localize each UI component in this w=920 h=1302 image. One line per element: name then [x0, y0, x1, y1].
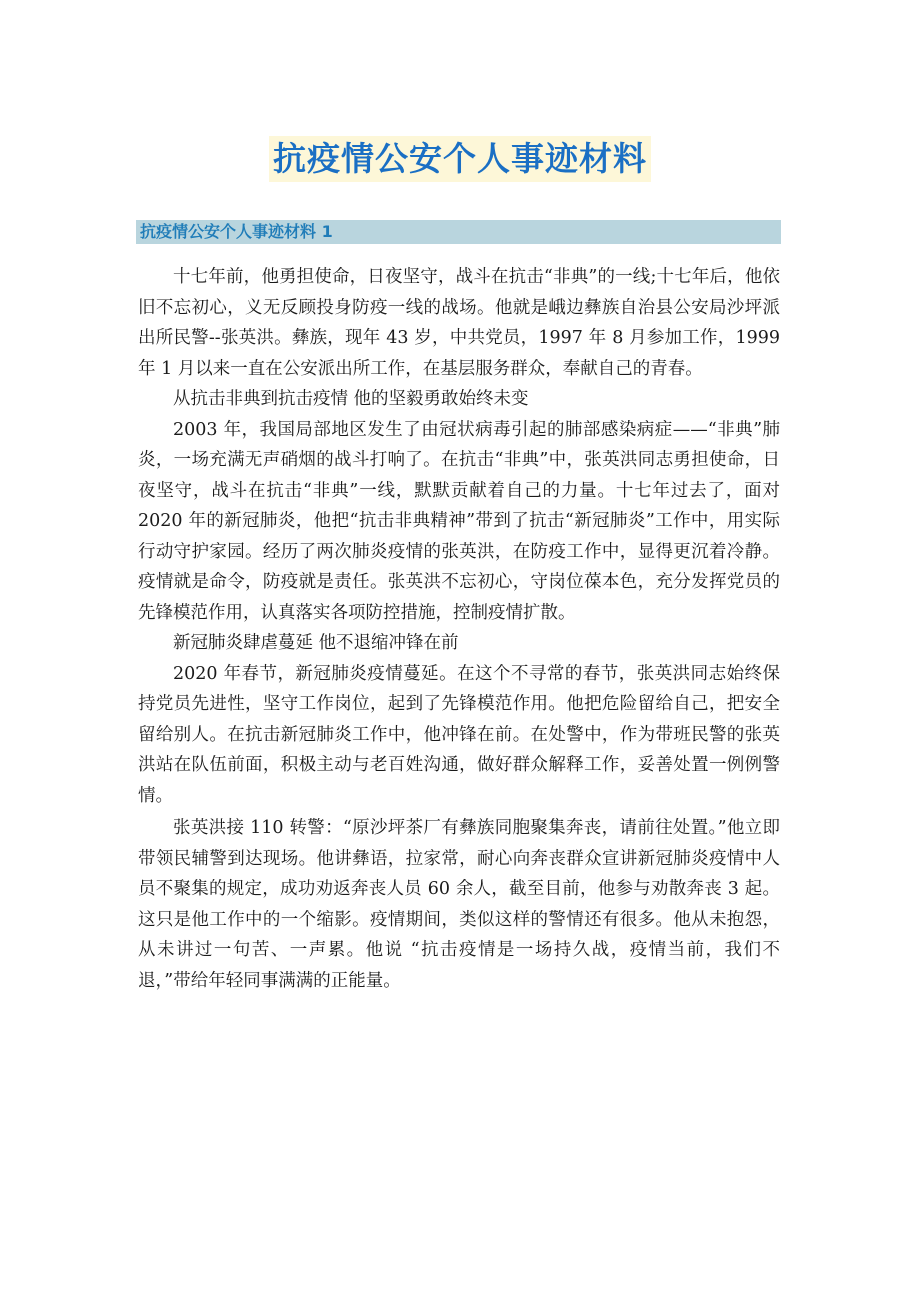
section-heading: 抗疫情公安个人事迹材料 1 [140, 222, 333, 241]
section-heading-bar [136, 220, 781, 244]
document-body [138, 262, 780, 996]
document-title: 抗疫情公安个人事迹材料 [269, 136, 651, 182]
subheading-1: 从抗击非典到抗击疫情 他的坚毅勇敢始终未变 [173, 389, 529, 409]
paragraph-intro: 十七年前，他勇担使命，日夜坚守，战斗在抗击“非典”的一线;十七年后，他依旧不忘初心，义无反顾投身防疫一线的战场。他就是峨边彝族自治县公安局沙坪派出所民警--张英洪。彝族，现年 43 岁，中共党员，1997 年 8 月参加工作，1999 年 1 月以来一直在公安派出所工作，在基层服务群众，奉献自己的青春。 [138, 267, 780, 379]
title-container [0, 136, 920, 182]
paragraph-110-call: 张英洪接 110 转警：“原沙坪茶厂有彝族同胞聚集奔丧，请前往处置。”他立即带领民辅警到达现场。他讲彝语，拉家常，耐心向奔丧群众宣讲新冠肺炎疫情中人员不聚集的规定，成功劝返奔丧人员 60 余人，截至目前，他参与劝散奔丧 3 起。这只是他工作中的一个缩影。疫情期间，类似这样的警情还有很多。他从未抱怨，从未讲过一句苦、一声累。他说 “抗击疫情是一场持久战，疫情当前，我们不退，”带给年轻同事满满的正能量。 [138, 818, 780, 991]
paragraph-sars: 2003 年，我国局部地区发生了由冠状病毒引起的肺部感染病症——“非典”肺炎，一场充满无声硝烟的战斗打响了。在抗击“非典”中，张英洪同志勇担使命，日夜坚守，战斗在抗击“非典”一线，默默贡献着自己的力量。十七年过去了，面对 2020 年的新冠肺炎，他把“抗击非典精神”带到了抗击“新冠肺炎”工作中，用实际行动守护家园。经历了两次肺炎疫情的张英洪，在防疫工作中，显得更沉着冷静。疫情就是命令，防疫就是责任。张英洪不忘初心，守岗位葆本色，充分发挥党员的先锋模范作用，认真落实各项防控措施，控制疫情扩散。 [138, 419, 780, 623]
paragraph-spring-festival: 2020 年春节，新冠肺炎疫情蔓延。在这个不寻常的春节，张英洪同志始终保持党员先进性，坚守工作岗位，起到了先锋模范作用。他把危险留给自己，把安全留给别人。在抗击新冠肺炎工作中，他冲锋在前。在处警中，作为带班民警的张英洪站在队伍前面，积极主动与老百姓沟通，做好群众解释工作，妥善处置一例例警情。 [138, 663, 780, 806]
subheading-2: 新冠肺炎肆虐蔓延 他不退缩冲锋在前 [173, 633, 459, 653]
